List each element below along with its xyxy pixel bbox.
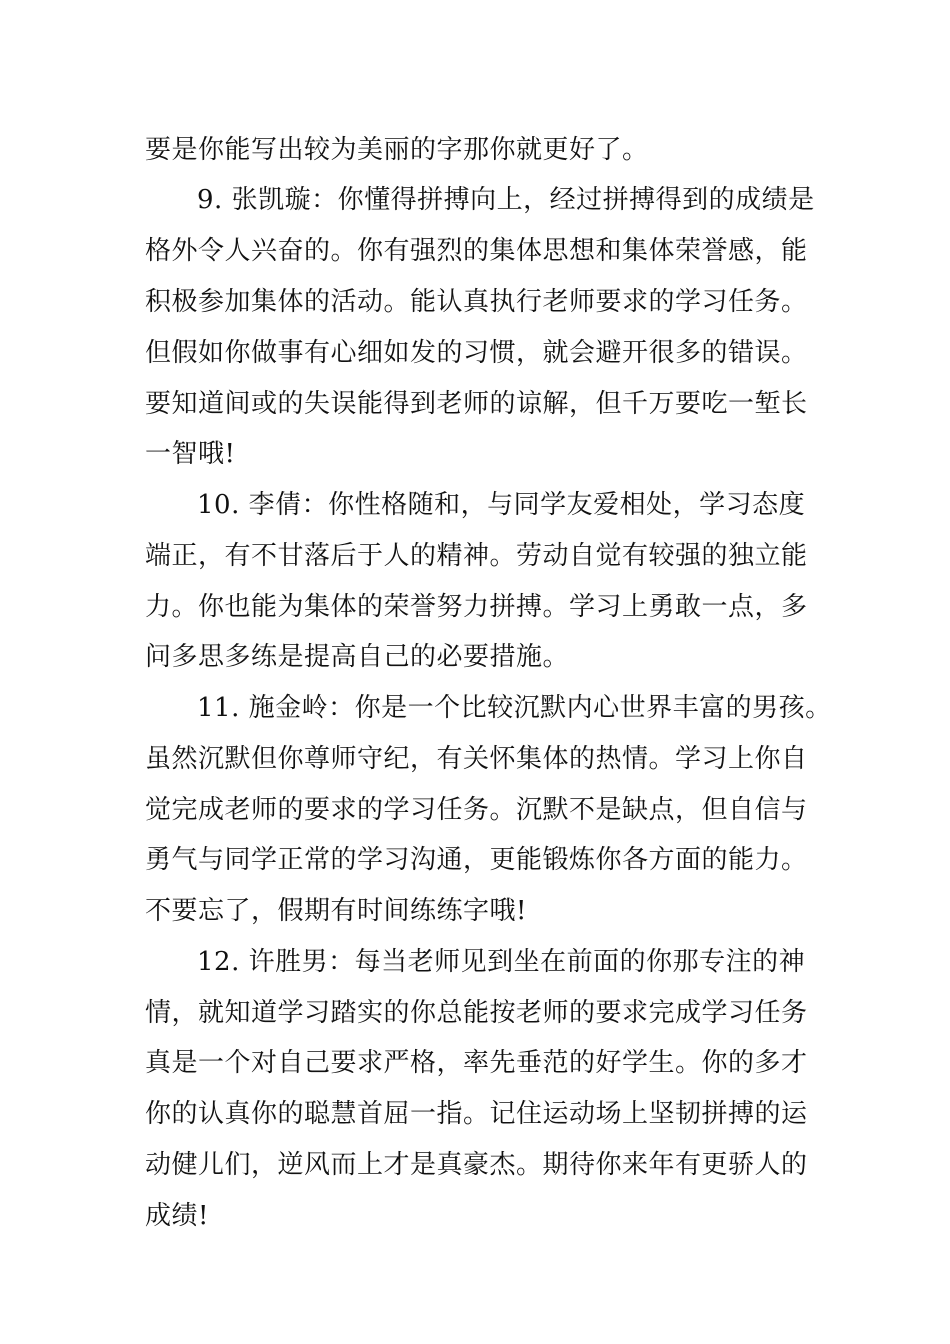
text-line: 勇气与同学正常的学习沟通，更能锻炼你各方面的能力。 (145, 845, 808, 875)
text-line: 要是你能写出较为美丽的字那你就更好了。 (145, 135, 649, 165)
text-line: 觉完成老师的要求的学习任务。沉默不是缺点，但自信与 (145, 795, 808, 825)
text-line: 积极参加集体的活动。能认真执行老师要求的学习任务。 (145, 287, 808, 317)
text-line: 要知道间或的失误能得到老师的谅解，但千万要吃一堑长 (145, 389, 808, 419)
text-line: 成绩! (145, 1201, 209, 1231)
text-line: 情，就知道学习踏实的你总能按老师的要求完成学习任务 (145, 998, 808, 1028)
text-line: 一智哦! (145, 439, 236, 469)
paragraph-10-start: 10. 李倩：你性格随和，与同学友爱相处，学习态度 (197, 490, 806, 520)
text-line: 不要忘了，假期有时间练练字哦! (145, 896, 527, 926)
text-line: 虽然沉默但你尊师守纪，有关怀集体的热情。学习上你自 (145, 744, 808, 774)
paragraph-9-start: 9. 张凯璇：你懂得拼搏向上，经过拼搏得到的成绩是 (197, 185, 815, 215)
text-line: 动健儿们，逆风而上才是真豪杰。期待你来年有更骄人的 (145, 1150, 808, 1180)
text-line: 力。你也能为集体的荣誉努力拼搏。学习上勇敢一点，多 (145, 592, 808, 622)
text-line: 真是一个对自己要求严格，率先垂范的好学生。你的多才 (145, 1048, 808, 1078)
paragraph-11-start: 11. 施金岭：你是一个比较沉默内心世界丰富的男孩。 (197, 693, 832, 723)
text-line: 你的认真你的聪慧首屈一指。记住运动场上坚韧拼搏的运 (145, 1099, 808, 1129)
paragraph-12-start: 12. 许胜男：每当老师见到坐在前面的你那专注的神 (197, 947, 806, 977)
text-line: 但假如你做事有心细如发的习惯，就会避开很多的错误。 (145, 338, 808, 368)
text-line: 格外令人兴奋的。你有强烈的集体思想和集体荣誉感，能 (145, 236, 808, 266)
text-line: 端正，有不甘落后于人的精神。劳动自觉有较强的独立能 (145, 541, 808, 571)
text-line: 问多思多练是提高自己的必要措施。 (145, 642, 570, 672)
